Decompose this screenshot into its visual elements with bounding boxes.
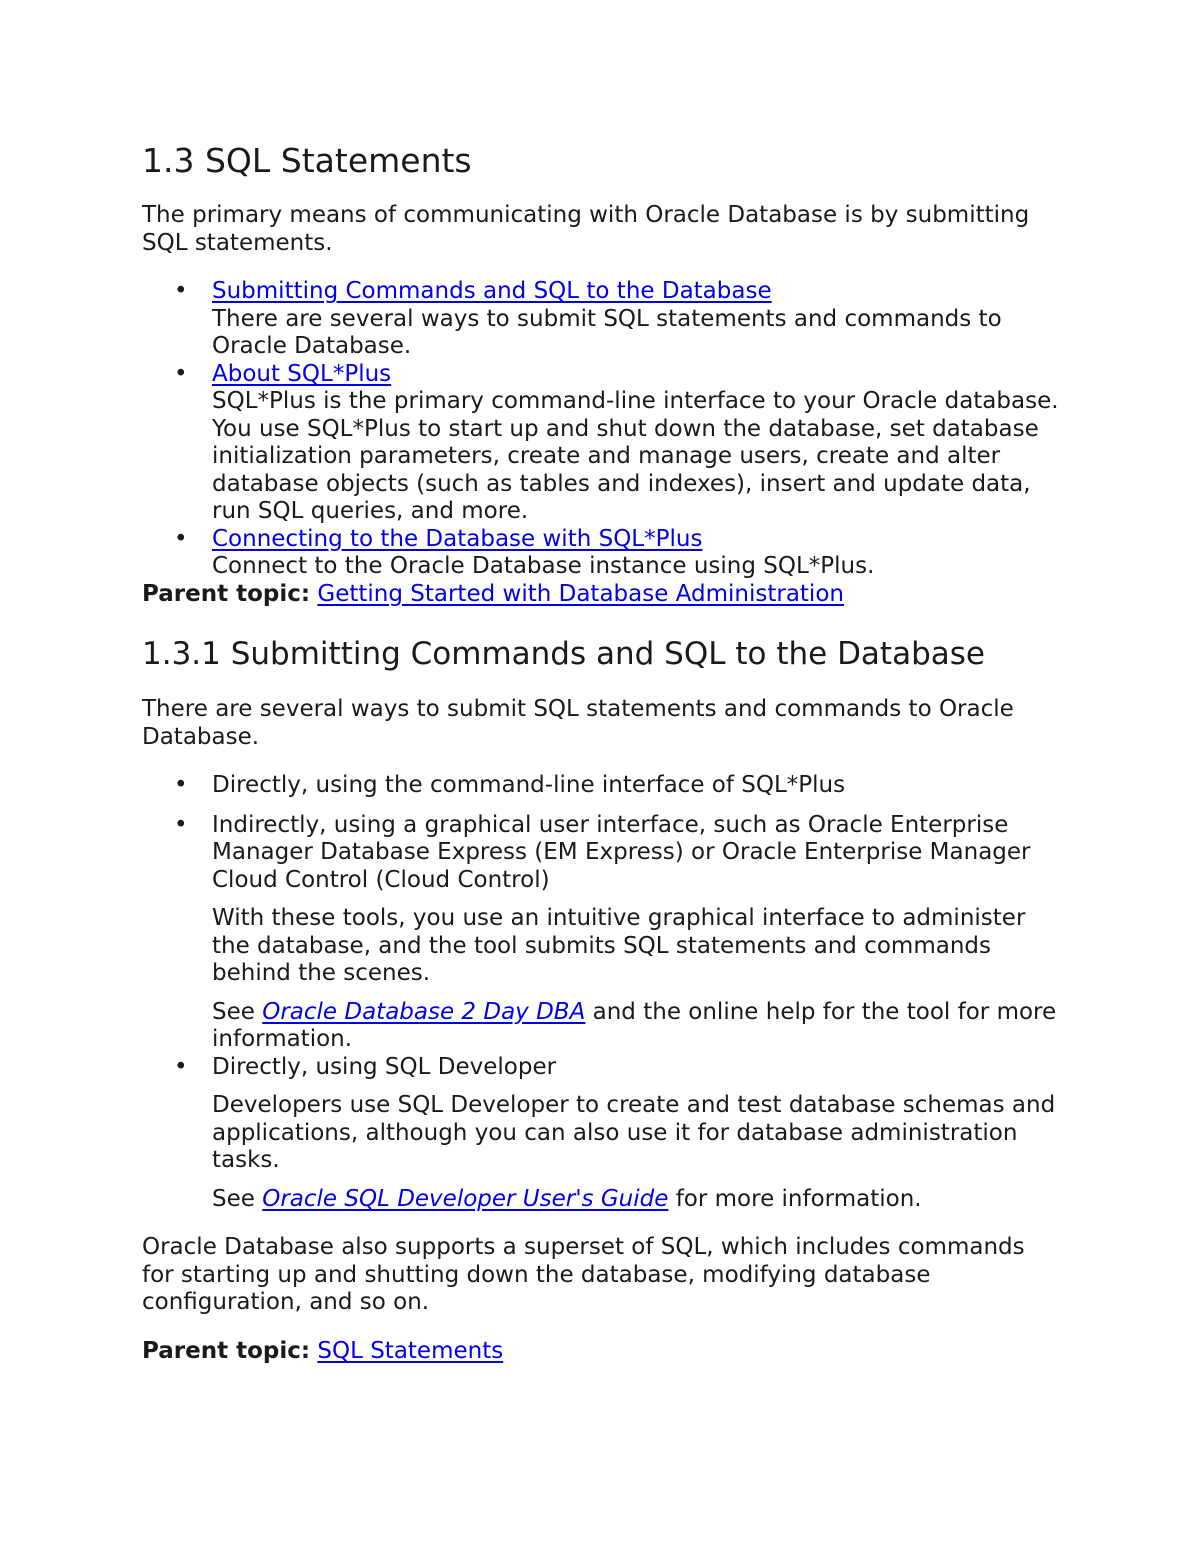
- bullet-icon: •: [174, 811, 188, 838]
- link-connecting-sqlplus[interactable]: Connecting to the Database with SQL*Plus: [212, 525, 703, 552]
- bullet-icon: •: [174, 525, 188, 552]
- item-text: Directly, using the command-line interface of SQL*Plus: [212, 772, 846, 798]
- link-submitting-commands[interactable]: Submitting Commands and SQL to the Database: [212, 278, 772, 304]
- subsection-intro: There are several ways to submit SQL statements and commands to Oracle Database.: [142, 696, 1014, 750]
- see-prefix: See: [212, 998, 255, 1025]
- closing-paragraph: Oracle Database also supports a superset of SQL, which includes commands for starting up and shutting down the database, modifying database configuration, and so on.: [142, 1234, 1025, 1315]
- section-intro: The primary means of communicating with Oracle Database is by submitting SQL statements.: [142, 202, 1030, 256]
- link-2-day-dba[interactable]: Oracle Database 2 Day DBA: [262, 998, 586, 1025]
- parent-topic: [142, 581, 1060, 609]
- see-suffix: and the online help for the tool for more information.: [212, 998, 1057, 1052]
- parent-topic-link[interactable]: SQL Statements: [317, 1337, 504, 1364]
- parent-topic-link[interactable]: Getting Started with Database Administration: [317, 580, 844, 607]
- item-description: Connect to the Oracle Database instance using SQL*Plus.: [212, 553, 875, 579]
- parent-topic-label: Parent topic:: [142, 1337, 311, 1364]
- item-description: There are several ways to submit SQL statements and commands to Oracle Database.: [212, 305, 1002, 359]
- see-prefix: See: [212, 1185, 255, 1212]
- topic-list: [142, 278, 1060, 581]
- parent-topic: [142, 1338, 1060, 1366]
- see-suffix: for more information.: [675, 1185, 922, 1212]
- list-item: [142, 1054, 1060, 1214]
- list-item: [142, 526, 1060, 581]
- bullet-icon: •: [174, 1053, 188, 1080]
- see-also: [212, 1186, 1060, 1214]
- bullet-icon: •: [174, 278, 188, 304]
- item-text: Indirectly, using a graphical user interface, such as Oracle Enterprise Manager Database Express (EM Express) or Oracle Enterprise Manager Cloud Control (Cloud Control): [212, 811, 1031, 893]
- see-also: [212, 999, 1060, 1054]
- parent-topic-label: Parent topic:: [142, 580, 311, 607]
- subsection-title: 1.3.1 Submitting Commands and SQL to the Database: [142, 636, 985, 672]
- bullet-icon: •: [174, 360, 188, 387]
- bullet-icon: •: [174, 772, 188, 798]
- item-paragraph: Developers use SQL Developer to create and test database schemas and applications, although you can also use it for database administration tasks.: [212, 1092, 1056, 1173]
- link-about-sqlplus[interactable]: About SQL*Plus: [212, 360, 392, 387]
- method-list: [142, 772, 1060, 1213]
- item-text: Directly, using SQL Developer: [212, 1053, 557, 1080]
- item-paragraph: With these tools, you use an intuitive graphical interface to administer the database, and the tool submits SQL statements and commands behind the scenes.: [212, 905, 1026, 986]
- list-item: [142, 772, 1060, 800]
- list-item: [142, 278, 1060, 361]
- item-description: SQL*Plus is the primary command-line interface to your Oracle database. You use SQL*Plus to start up and shut down the database, set database initialization parameters, create and manage users, create and alter database objects (such as tables and indexes), insert and update data, run SQL queries, and more.: [212, 388, 1059, 524]
- list-item: [142, 361, 1060, 526]
- list-item: [142, 812, 1060, 1054]
- section-title: 1.3 SQL Statements: [142, 141, 472, 180]
- link-sql-developer-guide[interactable]: Oracle SQL Developer User's Guide: [262, 1185, 669, 1212]
